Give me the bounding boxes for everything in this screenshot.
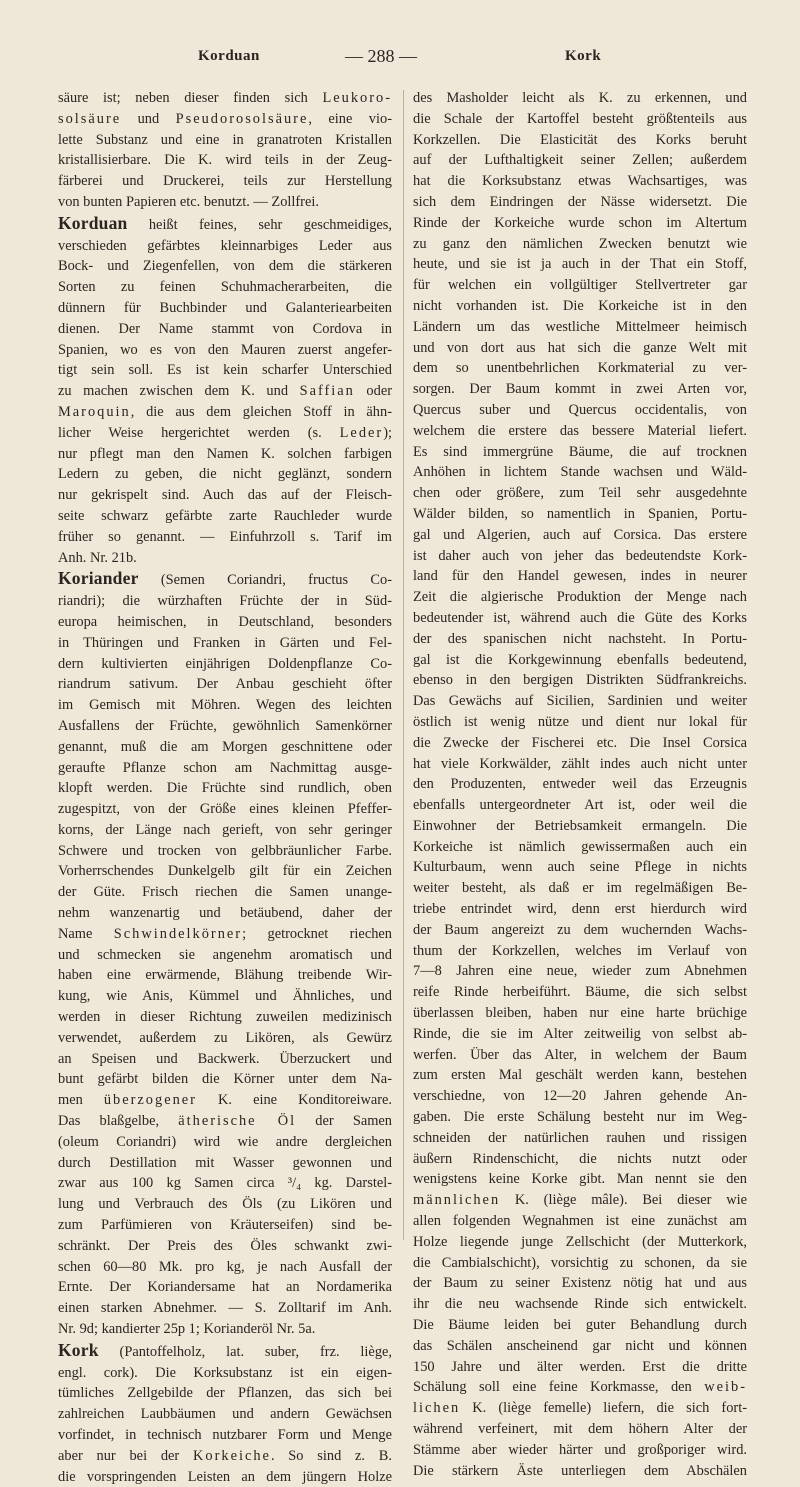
text-line <box>413 816 747 837</box>
text-run: verschieden gefärbtes kleinnarbiges Leder aus <box>58 237 392 254</box>
text-line <box>58 841 392 862</box>
text-run: ); <box>383 424 392 441</box>
text-line <box>58 1236 392 1257</box>
entry-keyword: Koriander <box>58 568 139 589</box>
page-number: — 288 — <box>345 46 417 66</box>
text-run: schneiden der natürlichen rauhen und rissigen <box>413 1129 747 1146</box>
text-run: welchem die erstere das bessere Material liefert. <box>413 422 747 439</box>
text-run: und <box>121 110 176 127</box>
text-line <box>413 525 747 546</box>
text-line <box>413 296 747 317</box>
text-line <box>413 462 747 483</box>
text-line <box>413 1336 747 1357</box>
text-run: (Semen Coriandri, fructus Co- <box>138 572 392 589</box>
text-run: Korkzellen. Die Elasticität des Korks beruht <box>413 131 747 148</box>
text-line <box>58 150 392 171</box>
text-run: 7—8 Jahren eine neue, wieder zum Abnehmen <box>413 963 747 980</box>
text-run: K. eine Konditoreiware. <box>196 1092 393 1109</box>
text-run: allen folgenden Wegnahmen ist eine zunächst am <box>413 1213 747 1230</box>
text-run: der Samen <box>296 1113 392 1130</box>
text-line <box>58 192 392 213</box>
text-line <box>58 568 392 591</box>
text-run: Sorten zu feinen Schuhmacherarbeiten, die <box>58 279 392 296</box>
text-line <box>58 1028 392 1049</box>
text-run: aber nur bei der <box>58 1447 193 1464</box>
text-run: dienen. Der Name stammt von Cordova in <box>58 320 392 337</box>
text-line <box>58 1319 392 1340</box>
text-run: färberei und Druckerei, teils zur Herstellung <box>58 173 392 190</box>
text-line <box>58 1049 392 1070</box>
text-run: tümliches Zellgebilde der Pflanzen, das sich bei <box>58 1385 392 1402</box>
text-line <box>413 1190 747 1211</box>
text-run: gal ist die Korkgewinnung ebenfalls bedeutend, <box>413 651 747 668</box>
text-line <box>413 1045 747 1066</box>
spaced-term: überzogener <box>103 1092 197 1109</box>
text-line <box>413 171 747 192</box>
text-line <box>413 379 747 400</box>
text-line <box>58 109 392 130</box>
text-run: Schälung soll eine feine Korkmasse, den <box>413 1379 705 1396</box>
text-run: Korkeiche ist nämlich gewissermaßen auch ein <box>413 838 747 855</box>
text-line <box>413 1398 747 1419</box>
text-run: . So sind z. B. <box>270 1447 392 1464</box>
text-run: Holze liegende junge Zellschicht (der Mutterkork, <box>413 1233 747 1250</box>
text-line <box>58 986 392 1007</box>
text-line <box>58 1404 392 1425</box>
text-run: das Schälen anscheinend gar nicht und können <box>413 1337 747 1354</box>
text-run: an Speisen und Backwerk. Überzuckert und <box>58 1050 392 1067</box>
text-line <box>413 629 747 650</box>
text-run: lung und Verbrauch des Öls (zu Likören und <box>58 1196 392 1213</box>
text-run: gal und Algerien, auch auf Corsica. Das erstere <box>413 526 747 543</box>
text-run: Vorherrschendes Dunkelgelb gilt für ein Zeichen <box>58 863 392 880</box>
text-line <box>413 712 747 733</box>
text-run: auf der Lufthaltigkeit seiner Zellen; außerdem <box>413 152 747 169</box>
text-run: Schwere und trocken von gelbbräunlicher Farbe. <box>58 842 392 859</box>
text-run: Kulturbaum, wenn auch seine Pflege in nichts <box>413 859 747 876</box>
text-run: Spanien, wo es von den Mauren zuerst angefer- <box>58 341 392 358</box>
text-run: und schmecken sie angenehm aromatisch und <box>58 946 392 963</box>
text-run: ihr die neu wachsende Rinde sich entwickelt. <box>413 1296 747 1313</box>
text-run: (oleum Coriandri) wird wie andre dergleichen <box>58 1133 392 1150</box>
text-run: zahlreichen Laubbäumen und andern Gewächsen <box>58 1406 392 1423</box>
text-run: tigt sein soll. Es ist kein scharfer Unterschied <box>58 362 392 379</box>
text-line <box>58 1467 392 1487</box>
text-line <box>413 213 747 234</box>
text-line <box>413 1086 747 1107</box>
text-line <box>413 1440 747 1461</box>
text-run: Quercus suber und Quercus occidentalis, von <box>413 401 747 418</box>
running-header <box>0 46 800 72</box>
text-line <box>58 695 392 716</box>
text-line <box>58 945 392 966</box>
spaced-term: Saffian <box>299 383 355 400</box>
text-run: dern kultivierten einjährigen Doldenpflanze Co- <box>58 655 392 672</box>
text-line <box>58 88 392 109</box>
text-line <box>413 754 747 775</box>
spaced-term: männlichen <box>413 1192 501 1209</box>
text-run: K. (liège femelle) liefern, die sich fort- <box>460 1400 747 1417</box>
text-line <box>58 360 392 381</box>
text-run: bunt gefärbt bilden die Körner unter dem Na- <box>58 1071 392 1088</box>
text-line <box>413 878 747 899</box>
entry-keyword: Korduan <box>58 212 128 233</box>
text-line <box>58 1340 392 1363</box>
text-line <box>58 485 392 506</box>
text-line <box>58 1194 392 1215</box>
spaced-term: Schwindelkörner <box>113 925 243 942</box>
text-line <box>413 1024 747 1045</box>
text-line <box>413 774 747 795</box>
text-run: während verfeinert, mit dem höhern Alter der <box>413 1421 747 1437</box>
text-line <box>58 236 392 257</box>
column-divider <box>403 90 404 1240</box>
text-line <box>413 1357 747 1378</box>
text-run: reife Rinde herbeiführt. Bäume, die sich selbst <box>413 984 747 1001</box>
text-line <box>413 1294 747 1315</box>
text-line <box>58 1257 392 1278</box>
text-run: dünnern für Buchbinder und Galanteriearbeiten <box>58 299 392 316</box>
text-run: der Baum angereizt zu dem wuchernden Wachs- <box>413 921 747 938</box>
text-run: riandrum sativum. Der Anbau geschieht öfter <box>58 676 392 693</box>
text-line <box>58 654 392 675</box>
text-run: haben eine erwärmende, Blähung treibende Wir- <box>58 967 392 984</box>
text-run: nur pflegt man den Namen K. solchen farbigen <box>58 445 392 462</box>
text-run: europa heimischen, in Deutschland, besonders <box>58 613 392 630</box>
text-line <box>413 733 747 754</box>
text-run: die Cambialschicht), vorsichtig zu schonen, da sie <box>413 1254 747 1271</box>
text-run: sich dem Eindringen der Nässe widersetzt. Die <box>413 193 747 210</box>
text-line <box>58 381 392 402</box>
text-run: in Thüringen und Franken in Gärten und Fel- <box>58 634 392 651</box>
text-line <box>413 587 747 608</box>
text-run: zum Parfümieren von Kräuterseifen) sind be- <box>58 1217 392 1234</box>
text-run: von bunten Papieren etc. benutzt. — Zollfrei. <box>58 193 319 210</box>
text-run: ist daher auch von jeher das bedeutendste Kork- <box>413 547 747 564</box>
text-line <box>413 192 747 213</box>
text-run: einen starken Abnehmer. — S. Zolltarif im Anh. <box>58 1300 392 1317</box>
text-line <box>413 275 747 296</box>
text-line <box>58 1111 392 1132</box>
text-line <box>413 1461 747 1482</box>
spaced-term: solsäure <box>58 110 122 127</box>
text-line <box>413 795 747 816</box>
header-right-keyword: Kork <box>565 48 602 64</box>
text-run: äußern Rindenschicht, die nichts nutzt oder <box>413 1150 747 1167</box>
text-line <box>413 837 747 858</box>
text-run: chen oder größere, zum Teil sehr ausgedehnte <box>413 485 747 502</box>
text-run: men <box>58 1092 104 1109</box>
text-run: hat viele Korkwälder, zählt indes auch nicht unter <box>413 755 747 772</box>
text-run: nur gekrispelt sind. Auch das auf der Fleisch- <box>58 487 392 504</box>
text-line <box>413 504 747 525</box>
text-run: geraufte Pflanze schon am Nachmittag ausge- <box>58 759 392 776</box>
text-line <box>58 340 392 361</box>
text-run: der Güte. Frisch riechen die Samen unange- <box>58 884 392 901</box>
spaced-term: Korkeiche <box>193 1447 271 1464</box>
text-line <box>413 317 747 338</box>
text-run: ebenso in den bergigen Distrikten Südfrankreichs. <box>413 672 747 689</box>
text-run: im Gemisch mit Möhren. Wegen des leichten <box>58 697 392 714</box>
spaced-term: lichen <box>413 1400 461 1417</box>
text-run: K. (liège mâle). Bei dieser wie <box>500 1192 747 1209</box>
text-run: hat die Korksubstanz etwas Wachsartiges, was <box>413 173 747 190</box>
text-run: zugespitzt, von der Größe eines kleinen Pfeffer- <box>58 801 392 818</box>
text-line <box>58 444 392 465</box>
text-line <box>58 737 392 758</box>
text-line <box>58 1090 392 1111</box>
text-run: und von dort aus hat sich die ganze Welt mit <box>413 339 747 356</box>
text-run: ; getrocknet riechen <box>242 925 392 942</box>
text-line <box>58 1446 392 1467</box>
text-run: des Masholder leicht als K. zu erkennen, und <box>413 90 747 106</box>
text-run: kristallisierbare. Die K. wird teils in der Zeug- <box>58 152 392 169</box>
text-run: klopft werden. Die Früchte sind rundlich, oben <box>58 780 392 797</box>
text-line <box>413 670 747 691</box>
text-run: Ledern zu geben, die nicht geglänzt, sondern <box>58 466 392 483</box>
text-line <box>58 633 392 654</box>
spaced-term: Maroquin <box>58 403 131 420</box>
text-line <box>413 650 747 671</box>
text-line <box>413 400 747 421</box>
text-line <box>413 1107 747 1128</box>
text-run: vorfindet, in technisch nutzbarer Form und Menge <box>58 1427 392 1443</box>
text-run: zu machen zwischen dem K. und <box>58 383 300 400</box>
text-line <box>58 527 392 548</box>
text-line <box>58 591 392 612</box>
text-line <box>413 1065 747 1086</box>
text-run: Anh. Nr. 21b. <box>58 549 137 566</box>
spaced-term: Pseudorosolsäure <box>175 110 309 127</box>
text-run: Zeit die algierische Produktion der Menge nach <box>413 589 747 606</box>
text-run: Rinde der Korkeiche wurde schon im Altertum <box>413 214 747 231</box>
text-run: , eine vio- <box>308 110 392 127</box>
entry-keyword: Kork <box>58 1339 99 1360</box>
text-line <box>413 961 747 982</box>
text-line <box>58 820 392 841</box>
text-line <box>413 1169 747 1190</box>
text-line <box>413 546 747 567</box>
text-run: werden in dieser Richtung zuweilen medizinisch <box>58 1009 392 1026</box>
text-run: Name <box>58 925 114 942</box>
text-line <box>58 1383 392 1404</box>
text-line <box>413 421 747 442</box>
text-run: die Zwecke der Fischerei etc. Die Insel Corsica <box>413 734 747 751</box>
text-line <box>58 882 392 903</box>
text-run: der Baum zu seiner Existenz nötig hat und aus <box>413 1275 747 1292</box>
text-line <box>413 566 747 587</box>
text-run: Ernte. Der Koriandersame hat an Nordamerika <box>58 1279 392 1296</box>
text-run: Wälder bilden, so namentlich in Spanien, Portu- <box>413 505 747 522</box>
left-text-column <box>58 88 392 1487</box>
text-line <box>413 920 747 941</box>
text-line <box>413 1377 747 1398</box>
spaced-term: Leukoro- <box>322 90 392 106</box>
text-run: Nr. 9d; kandierter 25p 1; Korianderöl Nr. 5a. <box>58 1321 316 1338</box>
text-line <box>413 1253 747 1274</box>
text-run: Ausfallens der Früchte, gewöhnlich Samenkörner <box>58 717 392 734</box>
header-left-keyword: Korduan <box>198 48 260 64</box>
text-run: durch Destillation mit Wasser gewonnen und <box>58 1154 392 1171</box>
text-line <box>58 778 392 799</box>
text-run: verschiedne, von 12—20 Jahren gehende An- <box>413 1088 747 1105</box>
text-line <box>413 1003 747 1024</box>
text-line <box>58 319 392 340</box>
text-line <box>413 1315 747 1336</box>
text-run: schen 60—80 Mk. pro kg, je nach Ausfall der <box>58 1258 392 1275</box>
text-run: heute, und sie ist ja auch in der That ein Stoff, <box>413 256 747 273</box>
text-line <box>413 1128 747 1149</box>
text-run: thum der Korkzellen, welches im Verlauf von <box>413 942 747 959</box>
spaced-term: weib- <box>704 1379 747 1396</box>
text-line <box>413 338 747 359</box>
text-run: seite schwarz gefärbte zarte Rauchleder wurde <box>58 507 392 524</box>
text-run: sorgen. Der Baum kommt in zwei Arten vor, <box>413 381 747 398</box>
text-run: oder <box>354 383 393 400</box>
text-line <box>58 965 392 986</box>
text-line <box>58 213 392 236</box>
text-run: kung, wie Anis, Kümmel und Ähnliches, und <box>58 988 392 1005</box>
text-line <box>58 674 392 695</box>
text-run: schränkt. Der Preis des Öles schwankt zwi- <box>58 1237 392 1254</box>
text-run: überlassen bleiben, haben nur eine harte brüchige <box>413 1005 747 1022</box>
text-run: Stämme aber wieder härter und großporiger wird. <box>413 1441 747 1458</box>
text-run: Anhöhen in lichtem Stande wachsen und Wäld- <box>413 464 747 481</box>
text-line <box>413 691 747 712</box>
text-run: 150 Jahre und älter werden. Erst die dritte <box>413 1358 747 1375</box>
text-run: engl. cork). Die Korksubstanz ist ein eigen- <box>58 1364 392 1381</box>
text-run: wenigstens keine Korke gibt. Man nennt sie den <box>413 1171 747 1188</box>
text-line <box>413 1211 747 1232</box>
text-run: Das blaßgelbe, <box>58 1113 179 1130</box>
text-line <box>58 256 392 277</box>
text-run: korns, der Länge nach gerieft, von sehr geringer <box>58 821 392 838</box>
text-run: Ländern um das westliche Mittelmeer heimisch <box>413 318 747 335</box>
text-run: Die Bäume leiden bei guter Behandlung durch <box>413 1317 747 1334</box>
text-run: (Pantoffelholz, lat. suber, frz. liège, <box>98 1343 392 1360</box>
text-line <box>58 758 392 779</box>
text-line <box>413 88 747 109</box>
text-line <box>413 130 747 151</box>
text-line <box>58 1298 392 1319</box>
text-run: Rinde, die sie im Alter zeitweilig von selbst ab- <box>413 1025 747 1042</box>
text-run: die Schale der Kartoffel besteht größtenteils aus <box>413 110 747 127</box>
text-run: zu ganz den nämlichen Zwecken benutzt wie <box>413 235 747 252</box>
text-run: nehm wanzenartig und betäubend, daher der <box>58 905 392 922</box>
text-line <box>413 442 747 463</box>
text-line <box>413 1232 747 1253</box>
spaced-term: Leder <box>339 424 384 441</box>
text-run: land für den Handel gewesen, indes in neurer <box>413 568 747 585</box>
text-line <box>413 857 747 878</box>
text-line <box>58 1173 392 1194</box>
text-line <box>413 1273 747 1294</box>
text-line <box>58 423 392 444</box>
text-line <box>413 254 747 275</box>
text-run: bedeutender ist, während auch die Güte des Korks <box>413 609 747 626</box>
text-run: weiter besteht, als daß er im regelmäßigen Be- <box>413 880 747 897</box>
text-line <box>413 608 747 629</box>
text-line <box>58 903 392 924</box>
text-run: verwendet, außerdem zu Likören, als Gewürz <box>58 1029 392 1046</box>
text-line <box>58 548 392 569</box>
text-line <box>58 1363 392 1384</box>
text-line <box>58 464 392 485</box>
text-run: triebe entrindet wird, denn erst hierdurch wird <box>413 901 747 918</box>
text-line <box>58 861 392 882</box>
text-run: licher Weise hergerichtet werden (s. <box>58 424 340 441</box>
spaced-term: ätherische Öl <box>178 1113 297 1130</box>
text-run: die vorspringenden Leisten an dem jüngern Holze <box>58 1468 392 1485</box>
text-line <box>413 358 747 379</box>
text-run: werfen. Über das Alter, in welchem der Baum <box>413 1046 747 1063</box>
text-line <box>58 924 392 945</box>
text-line <box>58 799 392 820</box>
text-line <box>413 1419 747 1440</box>
text-run: nicht vorhanden ist. Die Korkeiche ist in den <box>413 297 747 314</box>
text-run: den Produzenten, entweder weil das Erzeugnis <box>413 776 747 793</box>
text-line <box>413 483 747 504</box>
text-run: zwar aus 100 kg Samen circa ³/₄ kg. Darstel- <box>58 1175 392 1192</box>
text-line <box>58 1007 392 1028</box>
text-run: heißt feines, sehr geschmeidiges, <box>127 216 392 233</box>
text-run: lette Substanz und eine in granatroten Kristallen <box>58 131 392 148</box>
text-run: gaben. Die erste Schälung besteht nur im Weg- <box>413 1109 747 1126</box>
text-line <box>58 1153 392 1174</box>
text-run: Einwohner der Betriebsamkeit ermangeln. Die <box>413 817 747 834</box>
text-run: säure ist; neben dieser finden sich <box>58 90 323 106</box>
right-text-column <box>413 88 747 1481</box>
text-run: für welchen ein vollgültiger Stellvertreter gar <box>413 277 747 294</box>
text-line <box>58 1069 392 1090</box>
text-line <box>58 130 392 151</box>
text-run: Bock- und Ziegenfellen, von dem die stärkeren <box>58 258 392 275</box>
text-run: Es sind immergrüne Bäume, die auf trocknen <box>413 443 747 460</box>
text-line <box>58 1215 392 1236</box>
text-line <box>413 150 747 171</box>
text-run: riandri); die würzhaften Früchte der in Süd- <box>58 593 392 610</box>
text-line <box>58 298 392 319</box>
text-line <box>58 277 392 298</box>
text-line <box>58 506 392 527</box>
text-line <box>413 941 747 962</box>
text-run: , die aus dem gleichen Stoff in ähn- <box>130 403 392 420</box>
text-line <box>413 899 747 920</box>
text-line <box>58 716 392 737</box>
text-run: genannt, muß die am Morgen geschnittene oder <box>58 738 392 755</box>
text-line <box>58 1425 392 1446</box>
text-line <box>413 1149 747 1170</box>
text-run: der des spanischen nicht nachsteht. In Portu- <box>413 630 747 647</box>
text-run: dem so unentbehrlichen Korkmaterial zu ver- <box>413 360 747 377</box>
text-run: zum ersten Mal geschält werden kann, bestehen <box>413 1067 747 1084</box>
text-run: früher so genannt. — Einfuhrzoll s. Tarif im <box>58 528 392 545</box>
text-line <box>58 612 392 633</box>
text-line <box>58 402 392 423</box>
text-run: Das Gewächs auf Sicilien, Sardinien und weiter <box>413 693 747 710</box>
text-run: Die stärkern Äste unterliegen dem Abschälen <box>413 1462 747 1479</box>
text-line <box>58 1132 392 1153</box>
text-line <box>413 109 747 130</box>
text-run: ebenfalls untergeordneter Art ist, oder weil die <box>413 797 747 814</box>
text-run: östlich ist wenig nütze und dient nur lokal für <box>413 713 747 730</box>
text-line <box>413 234 747 255</box>
text-line <box>413 982 747 1003</box>
text-line <box>58 171 392 192</box>
text-line <box>58 1277 392 1298</box>
